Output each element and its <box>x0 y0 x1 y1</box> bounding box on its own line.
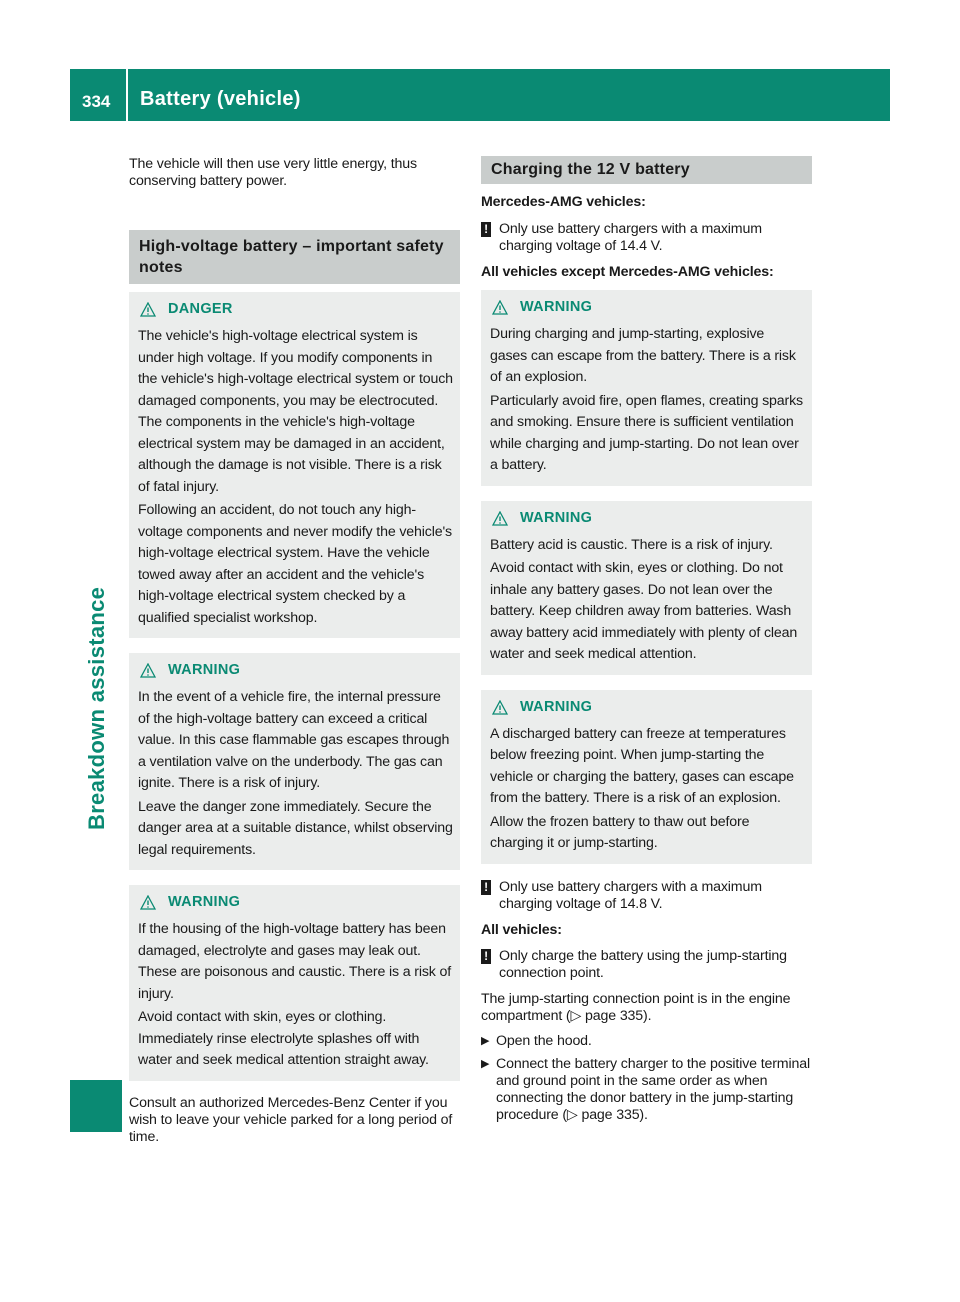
warning-paragraph: Allow the frozen battery to thaw out before charging it or jump-starting. <box>490 813 750 851</box>
section-title: Battery (vehicle) <box>140 88 301 110</box>
warning-paragraph: Leave the danger zone immediately. Secure the danger area at a suitable distance, whilst observing legal requirements. <box>138 798 453 858</box>
warning-box-explosive-gases <box>481 290 812 486</box>
right-column <box>481 156 812 1124</box>
danger-label: DANGER <box>168 301 233 317</box>
notice-text: Only use battery chargers with a maximum charging voltage of 14.4 V. <box>499 221 762 254</box>
warning-header <box>490 699 805 716</box>
side-tab-label: Breakdown assistance <box>84 586 109 830</box>
warning-paragraph: If the housing of the high-voltage battery has been damaged, electrolyte and gases may leak out. These are poisonous and caustic. There is a risk of injury. <box>138 921 452 1002</box>
non-amg-label: All vehicles except Mercedes-AMG vehicles: <box>481 264 774 280</box>
warning-label: WARNING <box>168 662 241 678</box>
step-item <box>481 1056 812 1124</box>
danger-paragraph: The vehicle's high-voltage electrical system is under high voltage. If you modify components in the vehicle's high-voltage electrical system or touch damaged components, you may be electrocuted. The components in the vehicle's high-voltage electrical system may be damaged in an accident, although the damage is not visible. There is a risk of fatal injury. <box>138 328 453 495</box>
notice-amg <box>481 221 812 255</box>
page-number: 334 <box>82 92 111 111</box>
notice-max-voltage <box>481 879 812 913</box>
warning-paragraph: Particularly avoid fire, open flames, creating sparks and smoking. Ensure there is sufficient ventilation while charging and jump-starting. Do not lean over a battery. <box>490 392 803 473</box>
danger-box <box>129 292 460 638</box>
danger-header <box>138 301 453 318</box>
notice-text: Only use battery chargers with a maximum charging voltage of 14.8 V. <box>499 878 762 912</box>
notice-text: Only charge the battery using the jump-starting connection point. <box>499 947 787 981</box>
header-divider <box>126 69 128 121</box>
warning-label: WARNING <box>520 698 593 715</box>
warning-triangle-icon <box>492 300 508 315</box>
warning-header <box>138 894 453 911</box>
warning-box-housing <box>129 885 460 1081</box>
warning-box-battery-acid <box>481 501 812 675</box>
notice-exclamation-icon: ! <box>481 880 491 895</box>
warning-header <box>490 510 805 527</box>
notice-connection-point <box>481 948 812 982</box>
warning-paragraph: During charging and jump-starting, explosive gases can escape from the battery. There is a risk of an explosion. <box>490 326 796 385</box>
all-vehicles-label: All vehicles: <box>481 921 562 938</box>
left-column <box>129 156 460 1146</box>
warning-label: WARNING <box>520 299 593 315</box>
step-text: Open the hood. <box>496 1032 592 1049</box>
warning-triangle-icon <box>492 511 508 526</box>
outro-text: Consult an authorized Mercedes-Benz Center if you wish to leave your vehicle parked for a long period of time. <box>129 1094 453 1145</box>
step-arrow-icon: ▶ <box>481 1034 490 1047</box>
step-item <box>481 1033 812 1050</box>
warning-header <box>490 299 805 316</box>
warning-triangle-icon <box>140 663 156 678</box>
warning-triangle-icon <box>140 895 156 910</box>
warning-paragraph: In the event of a vehicle fire, the internal pressure of the high-voltage battery can exceed a critical value. In this case flammable gas escapes through a ventilation valve on the underbody. The gas can ignite. There is a risk of injury. <box>138 689 450 791</box>
charging-heading <box>481 156 812 184</box>
hv-safety-heading-text: High-voltage battery – important safety notes <box>139 238 444 276</box>
warning-header <box>138 662 453 679</box>
warning-label: WARNING <box>168 894 241 910</box>
warning-paragraph: Avoid contact with skin, eyes or clothing. Immediately rinse electrolyte splashes off with water and seek medical attention straight away. <box>138 1009 429 1068</box>
amg-label: Mercedes-AMG vehicles: <box>481 194 646 210</box>
hv-safety-heading <box>129 230 460 284</box>
intro-text: The vehicle will then use very little energy, thus conserving battery power. <box>129 156 417 189</box>
side-tab-block <box>70 1080 122 1132</box>
warning-box-frozen-battery <box>481 690 812 864</box>
step-arrow-icon: ▶ <box>481 1057 490 1070</box>
location-text: The jump-starting connection point is in the engine compartment (▷ page 335). <box>481 990 791 1024</box>
warning-triangle-icon <box>140 302 156 317</box>
notice-exclamation-icon: ! <box>481 949 491 964</box>
warning-triangle-icon <box>492 700 508 715</box>
charging-heading-text: Charging the 12 V battery <box>491 161 690 178</box>
warning-label: WARNING <box>520 509 593 526</box>
warning-paragraph: Battery acid is caustic. There is a risk of injury. <box>490 536 773 553</box>
danger-paragraph: Following an accident, do not touch any high-voltage components and never modify the vehicle's high-voltage electrical system. Have the vehicle towed away after an accident and the vehicle's high-voltage electrical system checked by a qualified specialist workshop. <box>138 502 452 626</box>
step-text: Connect the battery charger to the positive terminal and ground point in the same order as when connecting the donor battery in the jump-starting procedure (▷ page 335). <box>496 1055 810 1123</box>
warning-box-fire <box>129 653 460 870</box>
warning-paragraph: A discharged battery can freeze at temperatures below freezing point. When jump-starting the vehicle or charging the battery, gases can escape from the battery. There is a risk of an explosion. <box>490 725 794 806</box>
notice-exclamation-icon: ! <box>481 222 491 237</box>
warning-paragraph: Avoid contact with skin, eyes or clothing. Do not inhale any battery gases. Do not lean over the battery. Keep children away from batteries. Wash away battery acid immediately with plenty of clean water and seek medical attention. <box>490 560 798 662</box>
